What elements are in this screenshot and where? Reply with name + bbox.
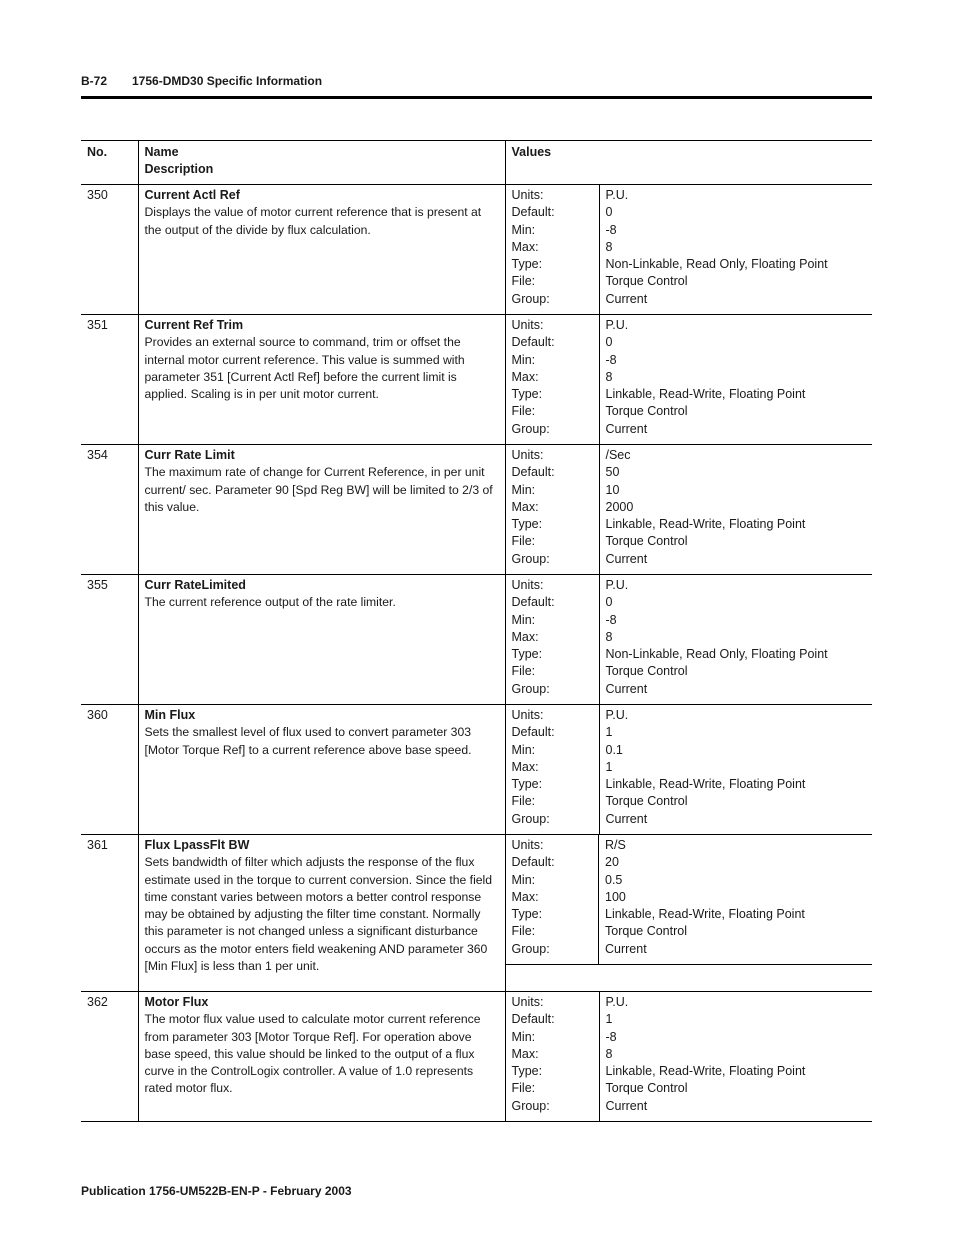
value-label: Min: [511,612,536,627]
value-entry: Current [605,681,648,696]
value-label: Min: [511,482,536,497]
value-entries [599,705,872,835]
value-entry: 0 [605,205,613,220]
value-label: File: [511,664,536,679]
column-header-name: Name [144,145,179,159]
value-entries [599,445,872,575]
value-entry: 8 [605,369,613,384]
value-entries [599,575,872,705]
parameter-description: The maximum rate of change for Current Reference, in per unit current/ sec. Parameter 90 [Spd Reg BW] will be limited to 2/3 of this value. [144,465,493,514]
parameter-number: 351 [81,315,138,445]
parameter-row-362 [81,992,872,1122]
value-label: Default: [511,205,555,220]
value-label: Max: [511,629,539,644]
parameter-name: Min Flux [144,708,196,722]
value-label: Max: [511,239,539,254]
value-entry: Current [605,421,648,436]
value-label: Units: [511,318,544,332]
column-header-name-description [138,141,505,185]
value-entries [599,992,872,1122]
value-entry: 1 [605,1012,613,1027]
parameter-name-description [138,992,505,1122]
value-label: Min: [511,222,536,237]
value-label: Default: [511,1012,555,1027]
value-entry: Torque Control [605,274,688,289]
value-label: Type: [511,257,543,272]
value-entry: R/S [605,838,626,852]
column-header-values: Values [505,141,872,185]
value-label: Min: [511,742,536,757]
value-entry: Torque Control [605,794,688,809]
value-label: Units: [511,188,544,202]
parameter-description: Sets bandwidth of filter which adjusts the response of the flux estimate used in the torque to current conversion. Since the field time constant varies between motors a better control response may be obtained by adjusting the filter time constant. Normally this parameter is not changed unless a significant disturbance occurs as the motor enters field weakening AND parameter 360 [Min Flux] is less than 1 per unit. [144,855,493,974]
value-entry: Current [605,811,648,826]
value-entry: 0 [605,335,613,350]
value-label: Group: [511,941,550,956]
value-entry: Current [605,551,648,566]
value-entry: P.U. [605,188,629,202]
column-header-no: No. [81,141,138,185]
parameter-row-355 [81,575,872,705]
value-entry: Torque Control [605,664,688,679]
value-label: Min: [511,352,536,367]
value-labels [505,835,599,992]
parameter-description: The motor flux value used to calculate motor current reference from parameter 303 [Motor Torque Ref]. For operation above base speed, this value should be linked to the output of a flux curve in the ControlLogix controller. A value of 1.0 represents rated motor flux. [144,1012,481,1096]
values-divider [506,964,600,965]
header-title: 1756-DMD30 Specific Information [132,74,323,88]
parameter-description: Sets the smallest level of flux used to convert parameter 303 [Motor Torque Ref] to a current reference above base speed. [144,725,472,757]
value-entry: Linkable, Read-Write, Floating Point [605,777,806,792]
parameter-number: 355 [81,575,138,705]
value-entry: -8 [605,222,617,237]
value-label: Default: [511,595,555,610]
value-label: Group: [511,291,550,306]
value-label: File: [511,924,536,939]
value-label: Group: [511,681,550,696]
value-label: Max: [511,759,539,774]
parameter-name-description [138,315,505,445]
value-entry: -8 [605,612,617,627]
parameter-number: 362 [81,992,138,1122]
value-label: Type: [511,387,543,402]
value-label: File: [511,534,536,549]
value-labels [505,185,599,315]
parameter-number: 360 [81,705,138,835]
value-label: Type: [511,907,543,922]
value-labels [505,315,599,445]
value-entry: 20 [605,855,619,870]
table-header-row [81,141,872,185]
page-number: B-72 [81,74,108,88]
parameter-name-description [138,185,505,315]
value-label: Type: [511,647,543,662]
value-label: Units: [511,995,544,1009]
value-entry: Non-Linkable, Read Only, Floating Point [605,257,828,272]
value-entry: 8 [605,1046,613,1061]
parameter-name: Motor Flux [144,995,209,1009]
value-label: Units: [511,838,544,852]
parameter-number: 350 [81,185,138,315]
parameter-row-354 [81,445,872,575]
value-labels [505,575,599,705]
parameter-description: The current reference output of the rate limiter. [144,595,396,610]
value-label: Group: [511,811,550,826]
value-labels [505,992,599,1122]
parameter-name-description [138,575,505,705]
value-entry: Linkable, Read-Write, Floating Point [605,387,806,402]
value-label: Type: [511,517,543,532]
parameter-number: 361 [81,835,138,992]
value-labels [505,705,599,835]
parameter-description: Provides an external source to command, trim or offset the internal motor current reference. This value is summed with parameter 351 [Current Actl Ref] before the current limit is applied. Scaling is in per unit motor current. [144,335,465,402]
value-entry: 8 [605,629,613,644]
parameter-name: Curr Rate Limit [144,448,235,462]
value-entry: Torque Control [605,924,687,939]
value-entry: Torque Control [605,404,688,419]
value-entry: 50 [605,465,620,480]
column-header-description: Description [144,162,214,177]
parameter-name-description [138,705,505,835]
value-entry: 100 [605,889,626,904]
value-entry: Current [605,291,648,306]
header-rule [81,96,872,99]
value-entry: Current [605,941,647,956]
value-label: Default: [511,335,555,350]
parameter-table-body [81,185,872,1122]
value-entry: Torque Control [605,1081,688,1096]
value-entry: 0 [605,595,613,610]
value-label: Group: [511,421,550,436]
parameter-row-361 [81,835,872,992]
value-label: Min: [511,1029,536,1044]
value-entry: 1 [605,725,613,740]
value-label: Default: [511,725,555,740]
value-entry: Linkable, Read-Write, Floating Point [605,517,806,532]
value-entries [599,185,872,315]
value-entry: 0.1 [605,742,623,757]
value-entry: Current [605,1098,648,1113]
value-entry: 0.5 [605,872,623,887]
value-label: Group: [511,1098,550,1113]
value-entry: 10 [605,482,620,497]
value-label: Max: [511,889,539,904]
page-header [81,74,322,88]
value-label: File: [511,1081,536,1096]
parameter-name-description [138,835,505,992]
value-entry: P.U. [605,578,629,592]
value-labels [505,445,599,575]
value-entry: Torque Control [605,534,688,549]
value-label: Type: [511,777,543,792]
value-label: Group: [511,551,550,566]
value-label: Min: [511,872,536,887]
value-entry: -8 [605,1029,617,1044]
parameter-name: Current Actl Ref [144,188,240,202]
parameter-row-351 [81,315,872,445]
parameter-row-360 [81,705,872,835]
value-label: File: [511,794,536,809]
value-entry: P.U. [605,318,629,332]
value-entry: -8 [605,352,617,367]
parameter-description: Displays the value of motor current reference that is present at the output of the divide by flux calculation. [144,205,482,237]
parameter-name-description [138,445,505,575]
value-label: Units: [511,448,544,462]
value-entry: 1 [605,759,613,774]
parameter-name: Flux LpassFlt BW [144,838,250,852]
parameter-table [81,140,872,1122]
value-entry: P.U. [605,708,629,722]
value-label: Max: [511,499,539,514]
value-entry: Linkable, Read-Write, Floating Point [605,1064,806,1079]
parameter-name: Current Ref Trim [144,318,244,332]
value-label: Max: [511,1046,539,1061]
parameter-name: Curr RateLimited [144,578,246,592]
value-entry: Linkable, Read-Write, Floating Point [605,907,805,922]
values-divider [599,964,872,965]
value-entries [599,835,872,992]
value-label: Default: [511,855,555,870]
value-label: File: [511,274,536,289]
value-label: Units: [511,708,544,722]
value-entry: Non-Linkable, Read Only, Floating Point [605,647,828,662]
value-entries [599,315,872,445]
value-entry: P.U. [605,995,629,1009]
value-label: Type: [511,1064,543,1079]
value-label: File: [511,404,536,419]
value-label: Units: [511,578,544,592]
parameter-row-350 [81,185,872,315]
value-entry: 8 [605,239,613,254]
value-label: Max: [511,369,539,384]
value-label: Default: [511,465,555,480]
publication-footer: Publication 1756-UM522B-EN-P - February 2003 [81,1184,352,1198]
parameter-number: 354 [81,445,138,575]
value-entry: /Sec [605,448,631,462]
value-entry: 2000 [605,499,634,514]
